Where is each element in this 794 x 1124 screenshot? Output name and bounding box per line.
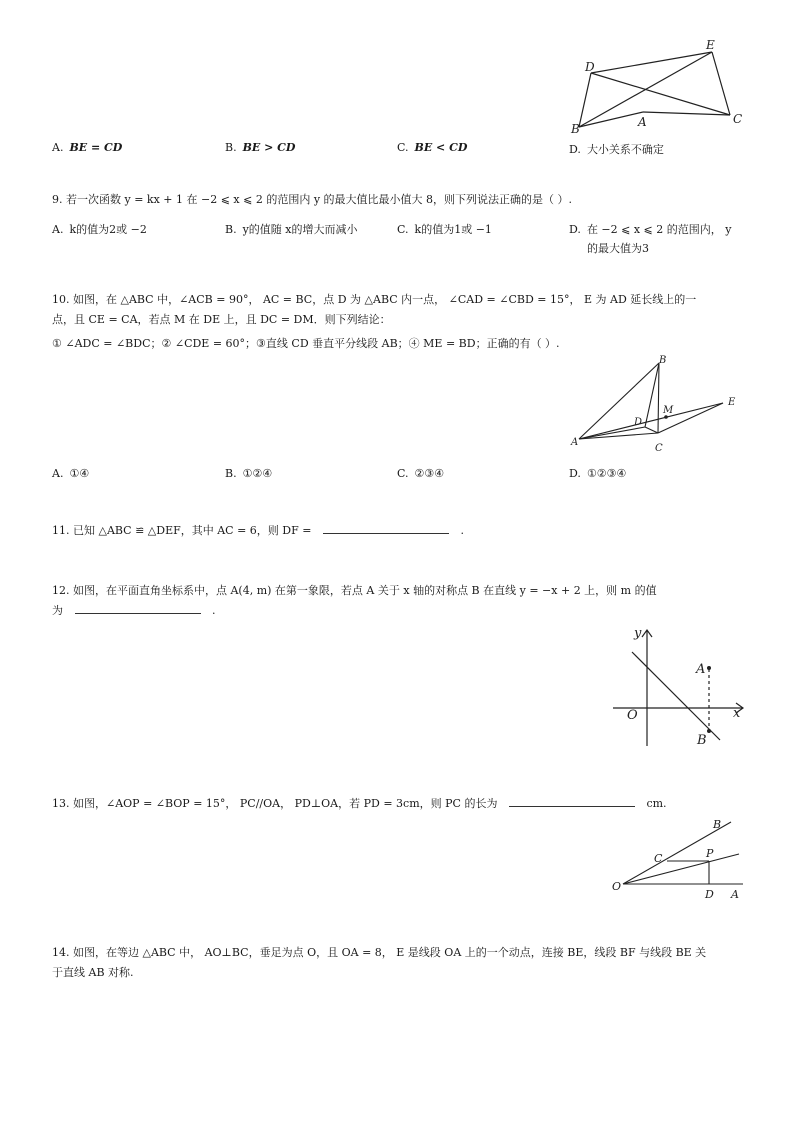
q12-answer-blank[interactable] [75,602,201,614]
q9-option-b[interactable]: B. y的值随 x的增大而减小 [225,223,358,236]
q12-figure [605,622,755,750]
q10-label-d: D [634,417,643,428]
q13-label-c: C [654,852,663,865]
q8-option-c[interactable]: C. BE < CD [397,141,468,154]
q10-stem-line3: ① ∠ADC = ∠BDC；② ∠CDE = 60°；③直线 CD 垂直平分线段 AB；④ ME = BD；正确的有（ ）. [52,337,560,350]
q12-label-o: O [627,708,638,723]
q10-stem-line1: 10. 如图，在 △ABC 中，∠ACB = 90°， AC = BC，点 D 为 △ABC 内一点， ∠CAD = ∠CBD = 15°， E 为 AD 延长线上的一 [52,293,697,306]
q11-answer-blank[interactable] [323,522,449,534]
q10-option-d[interactable]: D. ①②③④ [569,467,627,480]
q10-label-b: B [659,355,667,366]
q11-tail: . [460,524,464,537]
q13-label-a: A [731,888,739,901]
q8-option-b[interactable]: B. BE > CD [225,141,296,154]
q9-option-d-continued: 的最大值为3 [587,242,649,255]
q12-tail: . [212,604,216,617]
q12-stem-line2: 为 [52,604,63,617]
q8-figure [565,35,755,140]
q10-stem-line2: 点，且 CE = CA，若点 M 在 DE 上，且 DC = DM．则下列结论： [52,313,391,326]
q10-figure [565,355,750,460]
q12-label-a: A [696,662,706,677]
q14-stem-line2: 于直线 AB 对称. [52,966,134,979]
q12-stem-line2-wrap [52,602,216,618]
q9-option-a[interactable]: A. k的值为2或 −2 [52,223,147,236]
q9-option-c[interactable]: C. k的值为1或 −1 [397,223,492,236]
q12-stem-line1: 12. 如图，在平面直角坐标系中，点 A(4, m) 在第一象限，若点 A 关于 x 轴的对称点 B 在直线 y = −x + 2 上，则 m 的值 [52,584,657,597]
q11-question [52,522,464,538]
q13-unit: cm. [646,797,667,810]
q12-label-b: B [697,733,707,748]
q8-label-d: D [585,60,595,74]
q13-stem: 13. 如图，∠AOP = ∠BOP = 15°， PC//OA， PD⊥OA，若 PD = 3cm，则 PC 的长为 [52,797,498,810]
q10-option-a[interactable]: A. ①④ [52,467,90,480]
q13-label-b: B [713,818,722,831]
q10-label-c: C [655,443,663,454]
q14-stem-line1: 14. 如图，在等边 △ABC 中， AO⊥BC，垂足为点 O，且 OA = 8， E 是线段 OA 上的一个动点，连接 BE，线段 BF 与线段 BE 关 [52,946,707,959]
q8-label-b: B [571,122,580,136]
q8-label-a: A [638,115,647,129]
q8-option-a[interactable]: A. BE = CD [52,141,123,154]
q13-label-d: D [705,888,714,901]
q8-label-e: E [706,38,715,52]
q10-label-e: E [728,397,736,408]
q8-option-d[interactable]: D. 大小关系不确定 [569,143,664,156]
q13-label-o: O [612,880,622,893]
q13-answer-blank[interactable] [509,795,635,807]
q9-stem: 9. 若一次函数 y = kx + 1 在 −2 ⩽ x ⩽ 2 的范围内 y 的最大值比最小值大 8，则下列说法正确的是（ ）. [52,193,573,206]
q13-figure [605,812,755,904]
q12-label-y: y [634,626,642,641]
q12-label-x: x [733,706,741,721]
q10-label-m: M [663,405,674,416]
q13-question [52,795,667,811]
q10-option-b[interactable]: B. ①②④ [225,467,273,480]
q8-label-c: C [733,112,743,126]
q13-label-p: P [706,847,714,860]
q10-label-a: A [571,437,579,448]
q11-stem: 11. 已知 △ABC ≌ △DEF，其中 AC = 6，则 DF = [52,524,312,537]
q10-option-c[interactable]: C. ②③④ [397,467,445,480]
q9-option-d[interactable]: D. 在 −2 ⩽ x ⩽ 2 的范围内， y [569,223,732,236]
